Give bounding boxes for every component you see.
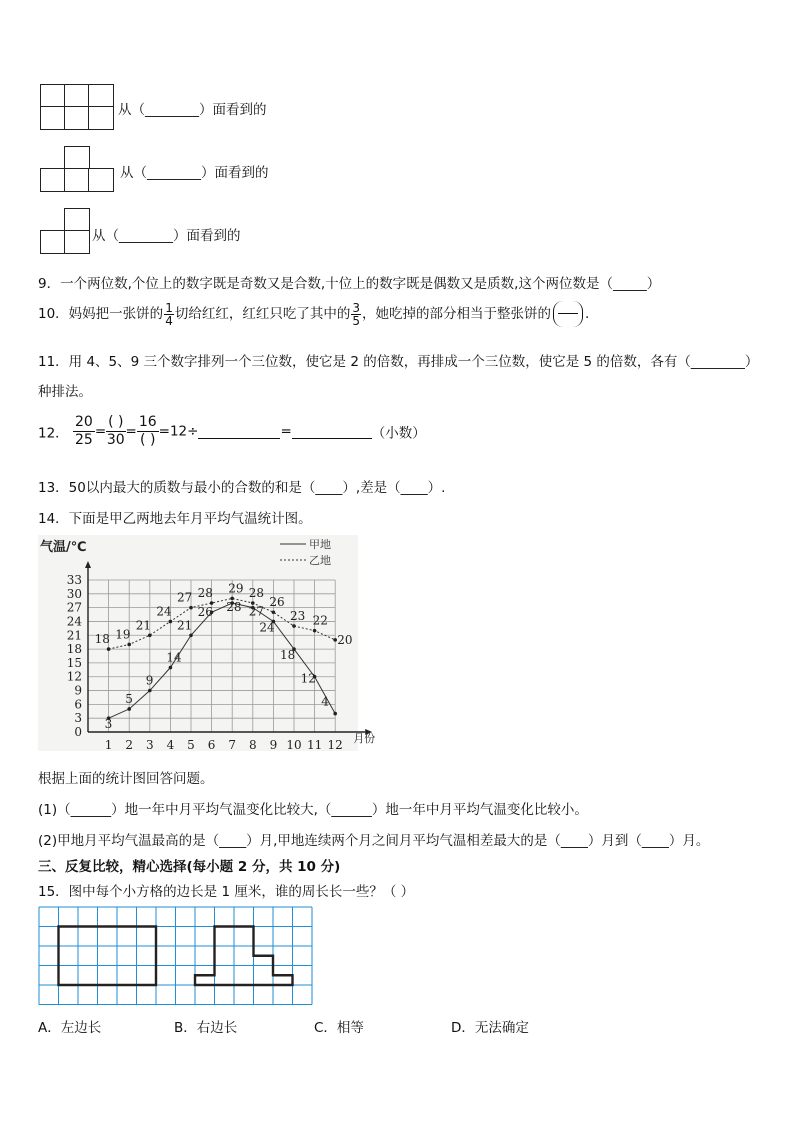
data-label: 19 bbox=[115, 627, 131, 642]
q10-text-3: ，她吃掉的部分相当于整张饼的 bbox=[361, 306, 551, 322]
data-label: 27 bbox=[248, 604, 265, 619]
x-tick-label: 5 bbox=[187, 738, 195, 752]
x-tick-label: 7 bbox=[228, 738, 237, 752]
data-point bbox=[169, 620, 173, 624]
perimeter-grid bbox=[38, 906, 312, 1006]
y-tick-label: 6 bbox=[74, 697, 82, 712]
view-shape-3 bbox=[40, 208, 90, 254]
question-13: 13．50以内最大的质数与最小的合数的和是（____）,差是（____）. bbox=[38, 480, 446, 496]
fraction-one-quarter: $\frac{1}{4}$ bbox=[165, 300, 173, 328]
q10-text-2: 切给红红，红红只吃了其中的 bbox=[174, 306, 351, 322]
data-label: 5 bbox=[125, 691, 133, 706]
data-label: 27 bbox=[177, 590, 193, 605]
x-tick-label: 3 bbox=[145, 738, 154, 752]
y-axis-label: 气温/℃ bbox=[40, 540, 87, 555]
option-d[interactable]: D．无法确定 bbox=[451, 1020, 529, 1036]
q12-fraction-2[interactable]: $\frac{( )}{30}$ bbox=[106, 414, 125, 448]
q12-blank-divisor[interactable] bbox=[198, 424, 280, 439]
y-tick-label: 27 bbox=[66, 600, 82, 615]
y-tick-label: 15 bbox=[66, 655, 82, 670]
x-tick-label: 2 bbox=[125, 738, 134, 752]
data-point bbox=[107, 647, 111, 651]
x-tick-label: 6 bbox=[207, 738, 216, 752]
section-3-heading: 三、反复比较，精心选择(每小题 2 分，共 10 分) bbox=[38, 859, 341, 875]
x-tick-label: 9 bbox=[269, 738, 278, 752]
data-point bbox=[169, 666, 173, 670]
data-label: 21 bbox=[177, 618, 193, 633]
x-tick-label: 8 bbox=[248, 738, 257, 752]
data-label: 24 bbox=[156, 604, 172, 619]
y-tick-label: 3 bbox=[74, 711, 82, 726]
y-tick-label: 0 bbox=[74, 725, 82, 739]
data-label: 23 bbox=[290, 609, 306, 624]
q10-text-4: . bbox=[584, 306, 590, 322]
data-point bbox=[333, 712, 337, 716]
view-shape-2 bbox=[40, 146, 114, 192]
data-label: 18 bbox=[280, 648, 296, 663]
y-tick-label: 21 bbox=[66, 628, 82, 643]
fraction-three-fifths: $\frac{3}{5}$ bbox=[352, 300, 360, 328]
question-14-part-1: (1)（______）地一年中月平均气温变化比较大,（______）地一年中月平均气温变化比较小。 bbox=[38, 802, 588, 818]
view-shape-1 bbox=[40, 84, 114, 130]
data-point bbox=[272, 610, 276, 614]
y-tick-label: 12 bbox=[66, 669, 82, 684]
left-rectangle-shape bbox=[59, 927, 157, 986]
data-label: 12 bbox=[300, 671, 316, 686]
question-14-part-2: (2)甲地月平均气温最高的是（____）月,甲地连续两个月之间月平均气温相差最大的是（____）月到（____）月。 bbox=[38, 833, 710, 849]
data-point bbox=[292, 624, 296, 628]
question-14-instruction: 根据上面的统计图回答问题。 bbox=[38, 771, 214, 787]
q12-equals-3: = bbox=[280, 423, 292, 440]
data-label: 14 bbox=[166, 650, 182, 665]
data-point bbox=[313, 629, 317, 633]
right-staircase-shape bbox=[195, 927, 293, 986]
data-label: 24 bbox=[259, 620, 275, 635]
legend-label-yi: 乙地 bbox=[309, 554, 331, 567]
q12-fraction-1: $\frac{20}{25}$ bbox=[74, 414, 93, 448]
x-axis-label: 月份 bbox=[353, 732, 376, 745]
view-label-2: 从（________）面看到的 bbox=[120, 165, 269, 181]
x-tick-label: 1 bbox=[104, 738, 113, 752]
data-point bbox=[189, 606, 193, 610]
question-10 bbox=[38, 301, 589, 327]
question-11-line2: 种排法。 bbox=[38, 384, 92, 400]
y-tick-label: 30 bbox=[66, 586, 82, 601]
data-point bbox=[127, 707, 131, 711]
data-label: 4 bbox=[321, 694, 329, 709]
q12-blank-decimal[interactable] bbox=[292, 424, 372, 439]
data-label: 28 bbox=[226, 600, 242, 615]
data-point bbox=[230, 597, 234, 601]
data-label: 20 bbox=[337, 632, 353, 647]
data-label: 29 bbox=[228, 581, 244, 596]
data-label: 28 bbox=[197, 586, 213, 601]
x-tick-label: 11 bbox=[306, 738, 323, 752]
data-point bbox=[210, 601, 214, 605]
q12-decimal-hint: （小数） bbox=[371, 425, 426, 442]
y-tick-label: 9 bbox=[74, 683, 82, 698]
question-11-line1: 11．用 4、5、9 三个数字排列一个三位数，使它是 2 的倍数，再排成一个三位数，使它是 5 的倍数，各有（________） bbox=[38, 354, 759, 370]
q12-equals-1: = bbox=[94, 423, 107, 440]
q10-text-1: 10．妈妈把一张饼的 bbox=[38, 306, 164, 322]
question-9: 9．一个两位数,个位上的数字既是奇数又是合数,十位上的数字既是偶数又是质数,这个两位数是（_____） bbox=[38, 276, 661, 292]
q12-number: 12． bbox=[38, 425, 69, 442]
data-point bbox=[148, 633, 152, 637]
data-label: 21 bbox=[135, 618, 152, 633]
temperature-chart bbox=[38, 535, 376, 752]
question-15: 15．图中每个小方格的边长是 1 厘米，谁的周长长一些？（ ） bbox=[38, 884, 415, 900]
view-label-1: 从（________）面看到的 bbox=[118, 102, 267, 118]
data-label: 9 bbox=[145, 673, 154, 688]
option-a[interactable]: A．左边长 bbox=[38, 1020, 102, 1036]
x-tick-label: 4 bbox=[166, 738, 175, 752]
view-label-3: 从（________）面看到的 bbox=[92, 228, 241, 244]
option-c[interactable]: C．相等 bbox=[314, 1020, 364, 1036]
y-tick-label: 18 bbox=[66, 642, 82, 657]
data-point bbox=[127, 643, 131, 647]
data-label: 18 bbox=[94, 632, 110, 647]
q12-division: =12÷ bbox=[158, 423, 199, 440]
x-tick-label: 10 bbox=[286, 738, 302, 752]
perimeter-grid-svg bbox=[38, 906, 312, 1006]
q12-fraction-3[interactable]: $\frac{16}{( )}$ bbox=[138, 414, 157, 448]
question-12 bbox=[38, 414, 426, 449]
question-14: 14．下面是甲乙两地去年月平均气温统计图。 bbox=[38, 511, 312, 527]
data-point bbox=[251, 601, 255, 605]
y-tick-label: 24 bbox=[66, 614, 82, 629]
data-point bbox=[189, 633, 193, 637]
data-label: 26 bbox=[269, 595, 285, 610]
legend-label-jia: 甲地 bbox=[309, 538, 331, 551]
data-point bbox=[148, 689, 152, 693]
data-label: 28 bbox=[248, 586, 265, 601]
x-tick-label: 12 bbox=[327, 738, 343, 752]
data-label: 22 bbox=[312, 613, 328, 628]
data-label: 3 bbox=[104, 717, 113, 732]
q12-equals-2: = bbox=[125, 423, 137, 440]
answer-fraction-blank[interactable] bbox=[553, 301, 583, 327]
temperature-chart-svg bbox=[38, 535, 376, 752]
data-label: 26 bbox=[197, 605, 213, 620]
option-b[interactable]: B．右边长 bbox=[174, 1020, 238, 1036]
y-axis-arrow bbox=[85, 561, 91, 568]
y-tick-label: 33 bbox=[66, 573, 82, 587]
